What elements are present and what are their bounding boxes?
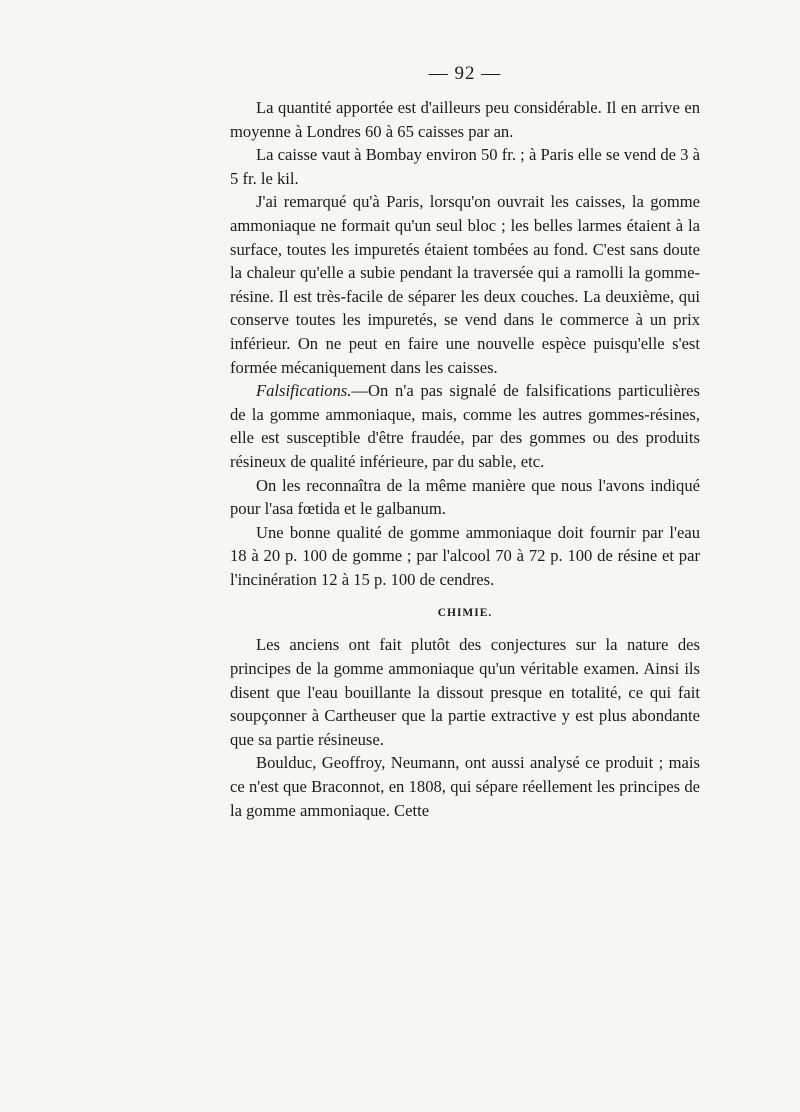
paragraph-recognition: On les reconnaîtra de la même manière que nous l'avons indiqué pour l'asa fœtida et le galbanum. — [230, 475, 700, 519]
paragraph-analysis: Boulduc, Geoffroy, Neumann, ont aussi analysé ce produit ; mais ce n'est que Braconnot, en 1808, qui sépare réellement les principes de la gomme ammoniaque. Cette — [230, 753, 700, 820]
paragraph-falsifications — [230, 379, 700, 473]
paragraph-observation: J'ai remarqué qu'à Paris, lorsqu'on ouvrait les caisses, la gomme ammoniaque ne formait qu'un seul bloc ; les belles larmes étaient à la surface, toutes les impuretés étaient tombées au fond. C'est sans doute la chaleur qu'elle a subie pendant la traversée qui a ramolli la gomme-résine. Il est très-facile de séparer les deux couches. La deuxième, qui conserve toutes les impuretés, se vend dans le commerce à un prix inférieur. On ne peut en faire une nouvelle espèce puisqu'elle s'est formée mécaniquement dans les caisses. — [230, 192, 700, 377]
paragraph-quantity: La quantité apportée est d'ailleurs peu considérable. Il en arrive en moyenne à Londres 60 à 65 caisses par an. — [230, 98, 700, 141]
section-heading-chimie: CHIMIE. — [437, 607, 493, 620]
paragraph-ancients: Les anciens ont fait plutôt des conjectures sur la nature des principes de la gomme ammoniaque qu'un véritable examen. Ainsi ils disent que l'eau bouillante la dissout presque en totalité, ce qui fait soupçonner à Cartheuser que la partie extractive y est plus abondante que sa partie résineuse. — [230, 635, 700, 749]
paragraph-quality: Une bonne qualité de gomme ammoniaque doit fournir par l'eau 18 à 20 p. 100 de gomme ; par l'alcool 70 à 72 p. 100 de résine et par l'incinération 12 à 15 p. 100 de cendres. — [230, 522, 700, 589]
falsifications-label: Falsifications. — [256, 381, 352, 401]
page-body — [230, 62, 700, 822]
page-number: — 92 — — [428, 63, 502, 84]
paragraph-price: La caisse vaut à Bombay environ 50 fr. ; à Paris elle se vend de 3 à 5 fr. le kil. — [230, 145, 700, 188]
falsifications-text: —On n'a pas signalé de falsifications particulières de la gomme ammoniaque, mais, comme les autres gommes-résines, elle est susceptible d'être fraudée, par des gommes ou des produits résineux de qualité inférieure, par du sable, etc. — [230, 381, 700, 471]
